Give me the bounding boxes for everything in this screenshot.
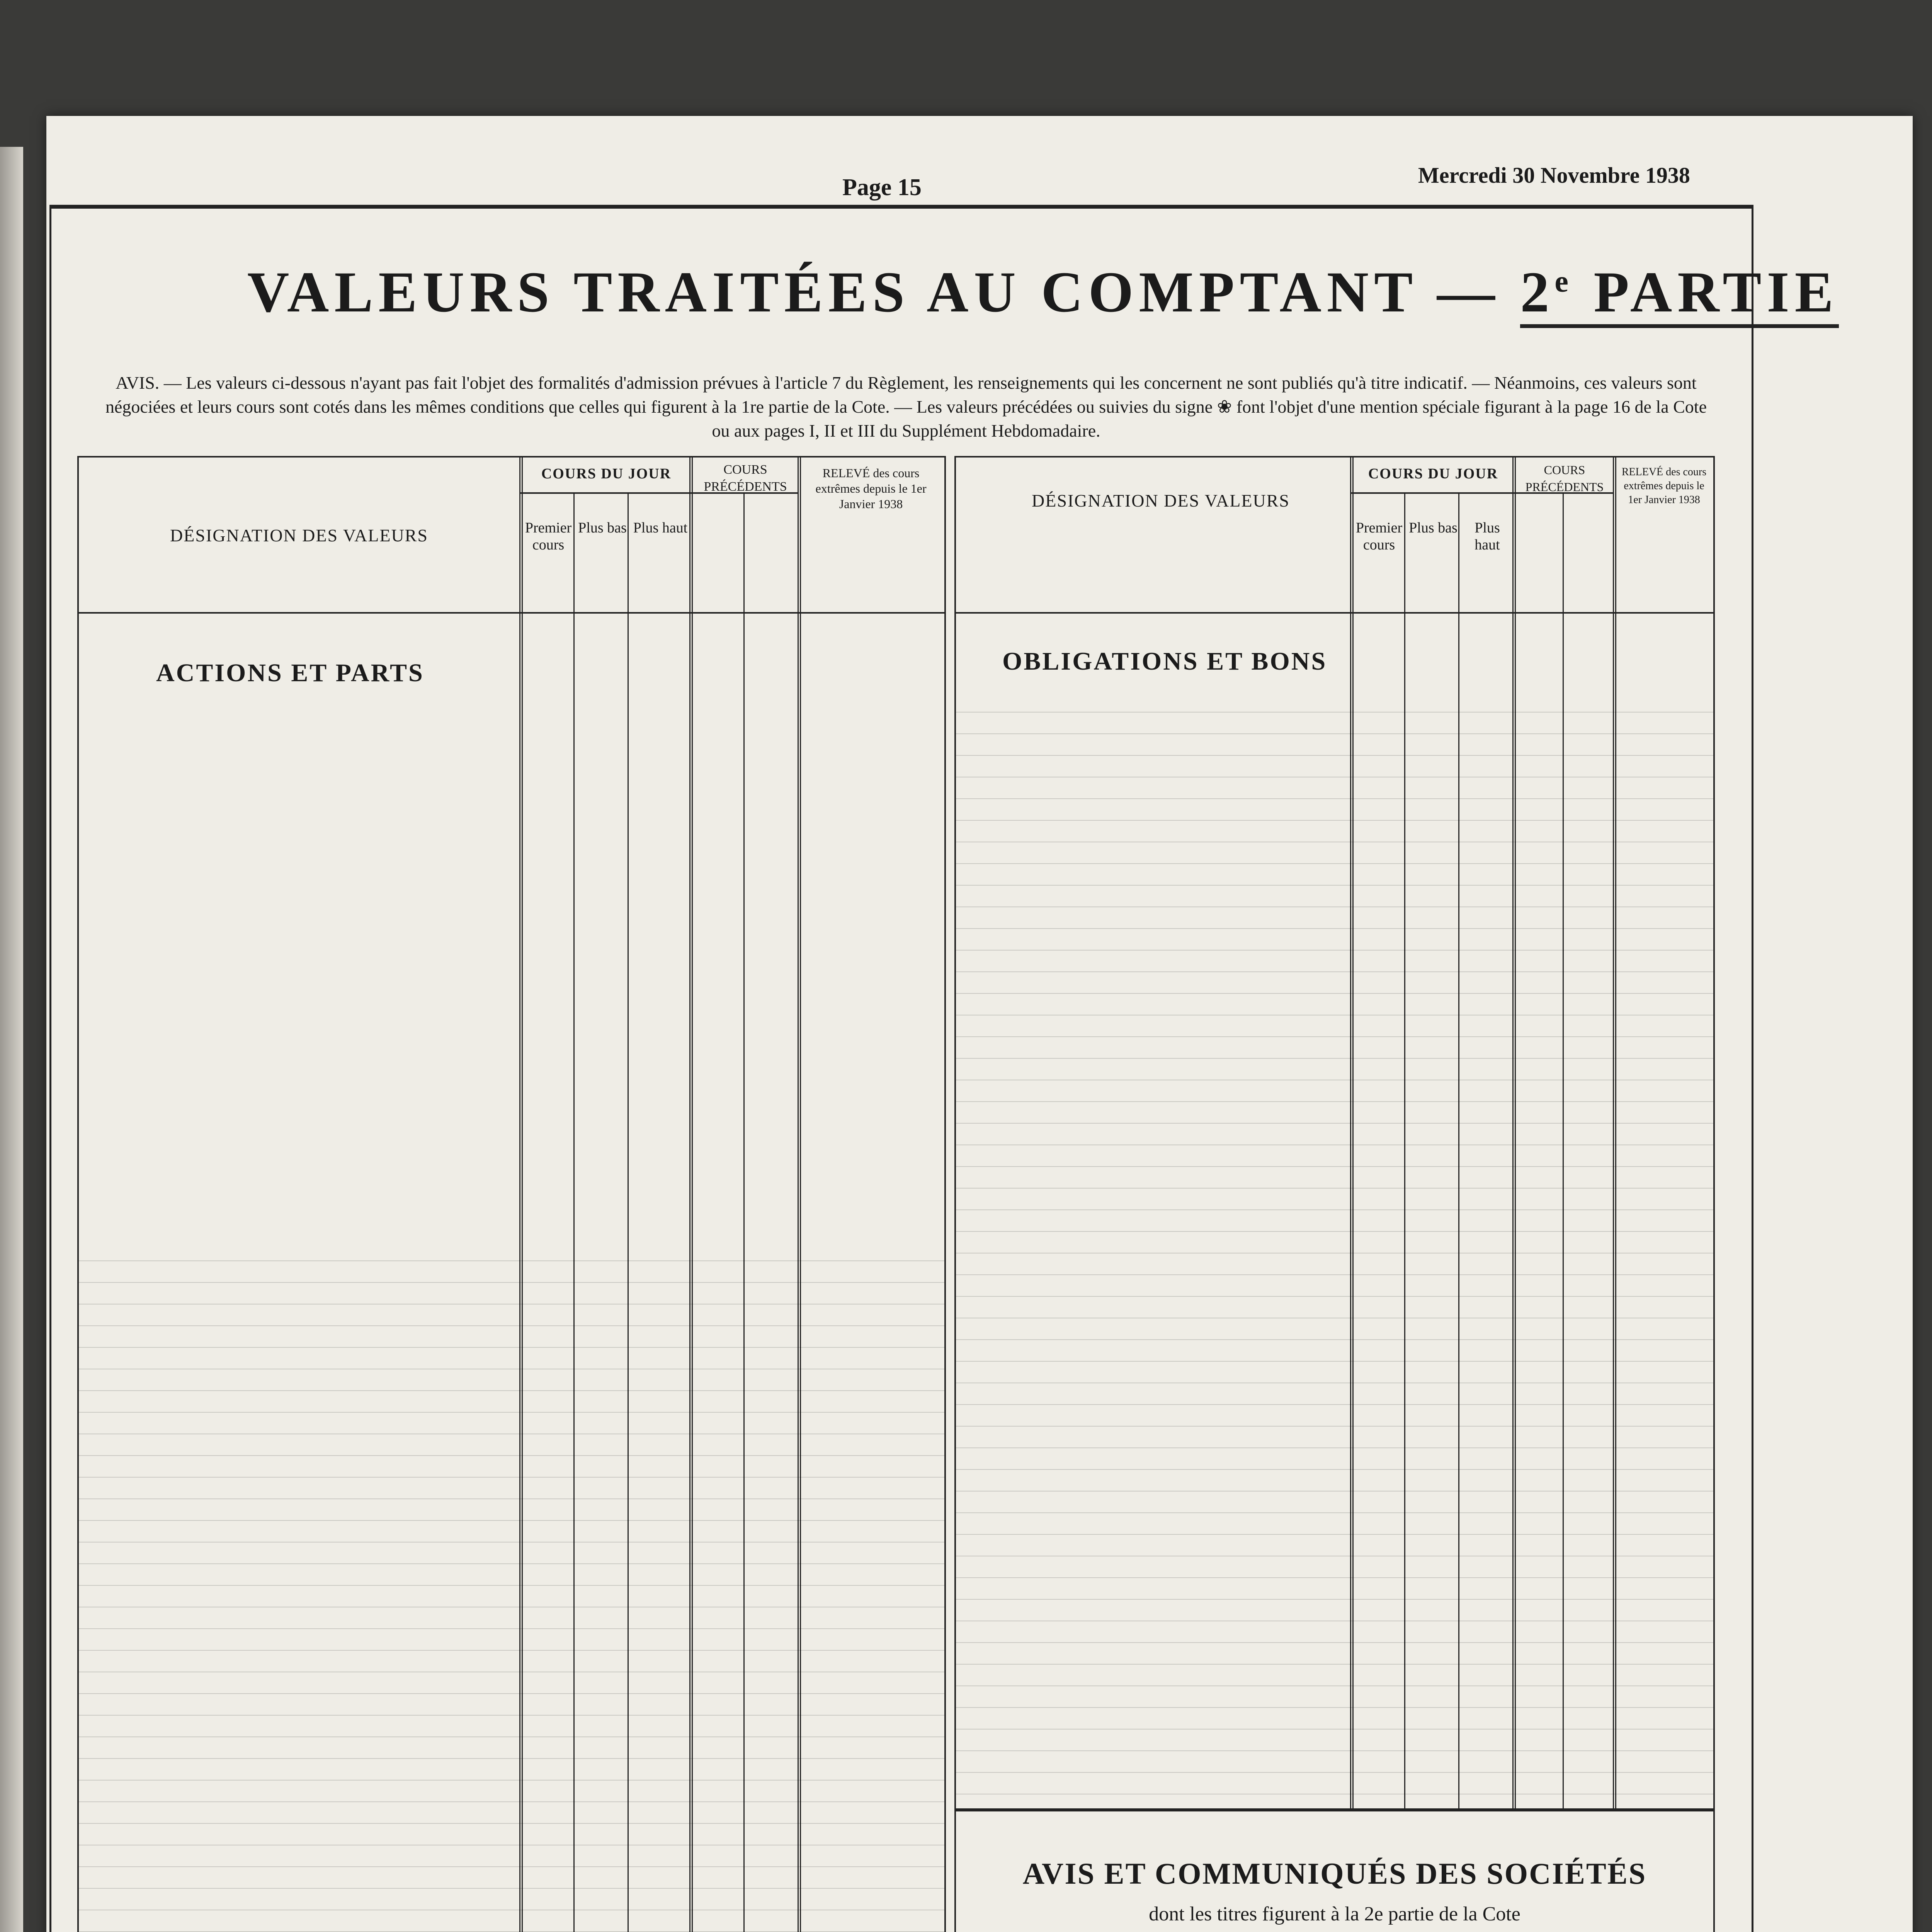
page-title bbox=[247, 259, 1839, 325]
avis-title: AVIS ET COMMUNIQUÉS DES SOCIÉTÉS bbox=[1022, 1857, 1647, 1890]
newspaper-page bbox=[46, 116, 1913, 1932]
page-edge-shadow bbox=[0, 147, 23, 1932]
col-cours-precedents: COURS PRÉCÉDENTS bbox=[704, 463, 787, 494]
page-date: Mercredi 30 Novembre 1938 bbox=[1418, 163, 1690, 188]
col-plus-bas: Plus bas bbox=[578, 520, 627, 536]
title-main: VALEURS TRAITÉES AU COMPTANT bbox=[247, 260, 1417, 324]
avis-notice: AVIS. — Les valeurs ci-dessous n'ayant pas fait l'objet des formalités d'admission prévues à l'article 7 du Règlement, les renseignements qui les concernent ne sont publiés qu'à titre indicatif. — Néanmoins, ces valeurs sont négociées et leurs cours sont cotés dans les mêmes conditions que celles qui figurent à la 1re partie de la Cote. — Les valeurs précédées ou suivies du signe ❀ font l'objet d'une mention spéciale figurant à la page 16 de la Cote ou aux pages I, II et III du Supplément Hebdomadaire. bbox=[105, 373, 1707, 440]
col-releve: RELEVÉ des cours extrêmes depuis le 1er Janvier 1938 bbox=[1621, 466, 1707, 506]
col-premier: Premier cours bbox=[525, 520, 572, 553]
page-number: Page 15 bbox=[842, 174, 922, 201]
col-cours-du-jour: COURS DU JOUR bbox=[541, 466, 672, 482]
table-rows-area bbox=[79, 1246, 944, 1932]
col-plus-bas: Plus bas bbox=[1409, 520, 1458, 536]
table-actions bbox=[77, 456, 946, 1932]
col-releve: RELEVÉ des cours extrêmes depuis le 1er Janvier 1938 bbox=[815, 466, 927, 511]
table-obligations bbox=[954, 456, 1715, 1811]
title-part-sup: e bbox=[1554, 265, 1574, 299]
title-part bbox=[1520, 260, 1838, 328]
col-designation: DÉSIGNATION DES VALEURS bbox=[170, 526, 428, 545]
table-header-rule bbox=[79, 612, 944, 614]
section-actions-et-parts: ACTIONS ET PARTS bbox=[156, 659, 424, 687]
title-part-num: 2 bbox=[1520, 260, 1555, 324]
col-plus-haut: Plus haut bbox=[633, 520, 688, 536]
table-header-rule bbox=[956, 612, 1713, 614]
col-premier: Premier cours bbox=[1355, 520, 1403, 553]
table-rows-area bbox=[956, 697, 1713, 1810]
col-plus-haut: Plus haut bbox=[1475, 520, 1500, 553]
avis-subtitle: dont les titres figurent à la 2e partie de la Cote bbox=[1149, 1903, 1520, 1925]
col-cours-precedents: COURS PRÉCÉDENTS bbox=[1525, 463, 1604, 494]
title-part-word: PARTIE bbox=[1594, 260, 1839, 324]
avis-communiques-box bbox=[954, 1808, 1715, 1932]
title-dash: — bbox=[1437, 260, 1500, 324]
col-designation: DÉSIGNATION DES VALEURS bbox=[1032, 491, 1290, 510]
section-obligations-et-bons: OBLIGATIONS ET BONS bbox=[1002, 647, 1327, 675]
col-cours-du-jour: COURS DU JOUR bbox=[1368, 466, 1498, 482]
